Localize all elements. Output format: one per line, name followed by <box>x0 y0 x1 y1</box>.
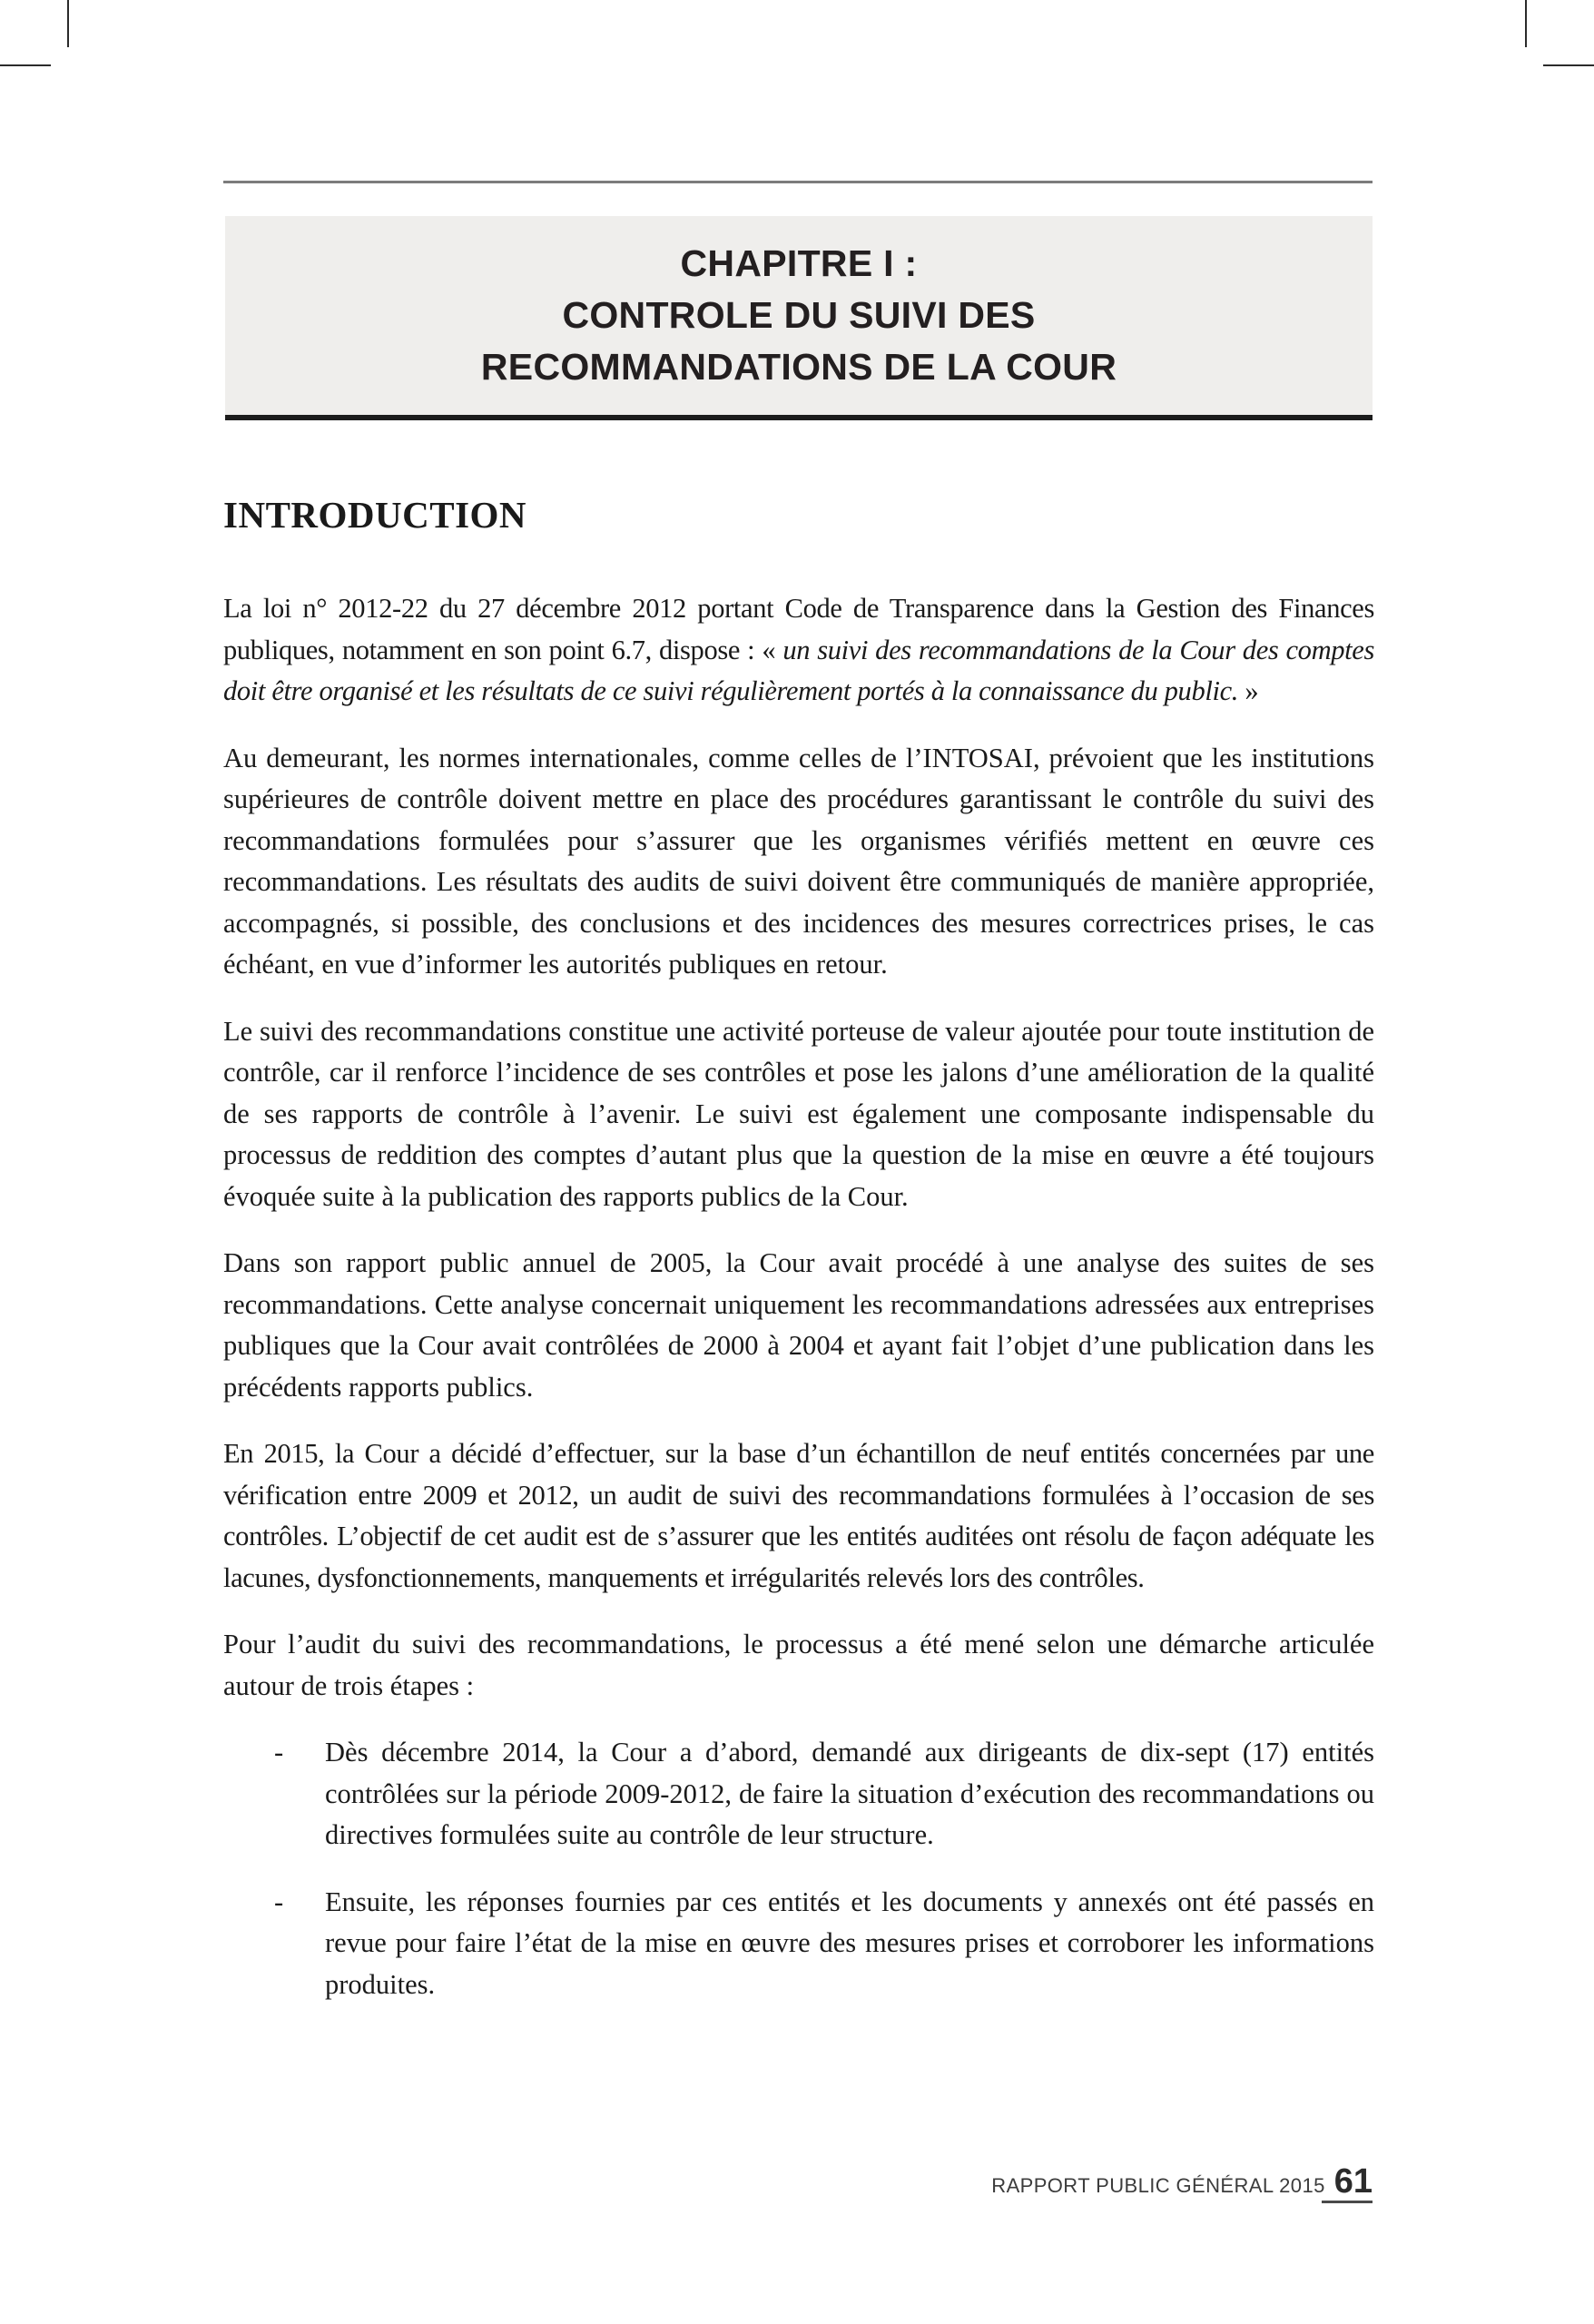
paragraph-audit-2015: En 2015, la Cour a décidé d’effectuer, sur la base d’un échantillon de neuf entités concernées par une vérification entre 2009 et 2012, un audit de suivi des recommandations formulées à l’occasion de ses contrôles. L’objectif de cet audit est de s’assurer que les entités auditées ont résolu de façon adéquate les lacunes, dysfonctionnements, manquements et irrégularités relevés lors des contrôles. <box>223 1438 1374 1593</box>
paragraph-process-steps: Pour l’audit du suivi des recommandations, le processus a été mené selon une démarche articulée autour de trois étapes : <box>223 1629 1374 1701</box>
process-steps-list <box>223 1732 1374 2005</box>
crop-mark-top-right-horizontal <box>1543 64 1594 66</box>
paragraph-law-quote: un suivi des recommandations de la Cour des comptes doit être organisé et les résultats de ce suivi régulièrement portés à la connaissance du public. <box>223 634 1374 706</box>
crop-mark-top-right-vertical <box>1525 0 1527 47</box>
crop-mark-top-left-vertical <box>67 0 69 47</box>
chapter-title-band <box>225 216 1373 415</box>
dash-bullet-icon: - <box>274 1737 284 1768</box>
paragraph-intosai-norms: Au demeurant, les normes internationales, comme celles de l’INTOSAI, prévoient que les institutions supérieures de contrôle doivent mettre en place des procédures garantissant le contrôle du suivi des recommandations formulées pour s’assurer que les organismes vérifiés mettent en œuvre ces recommandations. Les résultats des audits de suivi doivent être communiqués de manière appropriée, accompagnés, si possible, des conclusions et des incidences des mesures correctrices prises, le cas échéant, en vue d’informer les autorités publiques en retour. <box>223 742 1374 980</box>
paragraph-report-2005: Dans son rapport public annuel de 2005, la Cour avait procédé à une analyse des suites de ses recommandations. Cette analyse concernait uniquement les recommandations adressées aux entreprises publiques que la Cour avait contrôlées de 2000 à 2004 et ayant fait l’objet d’une publication dans les précédents rapports publics. <box>223 1247 1374 1403</box>
paragraph-law-intro: La loi n° 2012-22 du 27 décembre 2012 portant Code de Transparence dans la Gestion des Finances publiques, notamment en son point 6.7, dispose : « <box>223 593 1374 665</box>
chapter-title-line-1: CHAPITRE I : <box>680 242 918 284</box>
paragraph-law-reference <box>223 588 1374 713</box>
paragraph-law-closing-quote: » <box>1238 675 1259 706</box>
crop-mark-top-left-horizontal <box>0 64 51 66</box>
list-item-text: Ensuite, les réponses fournies par ces entités et les documents y annexés ont été passés en revue pour faire l’état de la mise en œuvre des mesures prises et corroborer les informations produites. <box>325 1886 1374 2000</box>
dash-bullet-icon: - <box>274 1886 284 1917</box>
paragraph-added-value: Le suivi des recommandations constitue une activité porteuse de valeur ajoutée pour toute institution de contrôle, car il renforce l’incidence de ses contrôles et pose les jalons d’une amélioration de la qualité de ses rapports de contrôle à l’avenir. Le suivi est également une composante indispensable du processus de reddition des comptes d’autant plus que la question de la mise en œuvre a été toujours évoquée suite à la publication des rapports publics de la Cour. <box>223 1015 1374 1212</box>
body-content <box>223 588 1374 2031</box>
list-item-text: Dès décembre 2014, la Cour a d’abord, demandé aux dirigeants de dix-sept (17) entités contrôlées sur la période 2009-2012, de faire la situation d’exécution des recommandations ou directives formulées suite au contrôle de leur structure. <box>325 1737 1374 1850</box>
chapter-title-line-2: CONTROLE DU SUIVI DES <box>562 294 1036 336</box>
header-bottom-rule <box>225 415 1373 420</box>
section-heading-introduction: INTRODUCTION <box>223 494 527 536</box>
page-number-underline <box>1322 2201 1373 2203</box>
page-number: 61 <box>1333 2162 1373 2201</box>
chapter-title-line-3: RECOMMANDATIONS DE LA COUR <box>480 346 1117 388</box>
header-top-rule <box>223 181 1373 183</box>
footer-report-label: RAPPORT PUBLIC GÉNÉRAL 2015 <box>991 2174 1325 2197</box>
page-footer <box>991 2162 1373 2207</box>
list-item <box>223 1732 1374 1856</box>
list-item <box>223 1882 1374 2006</box>
